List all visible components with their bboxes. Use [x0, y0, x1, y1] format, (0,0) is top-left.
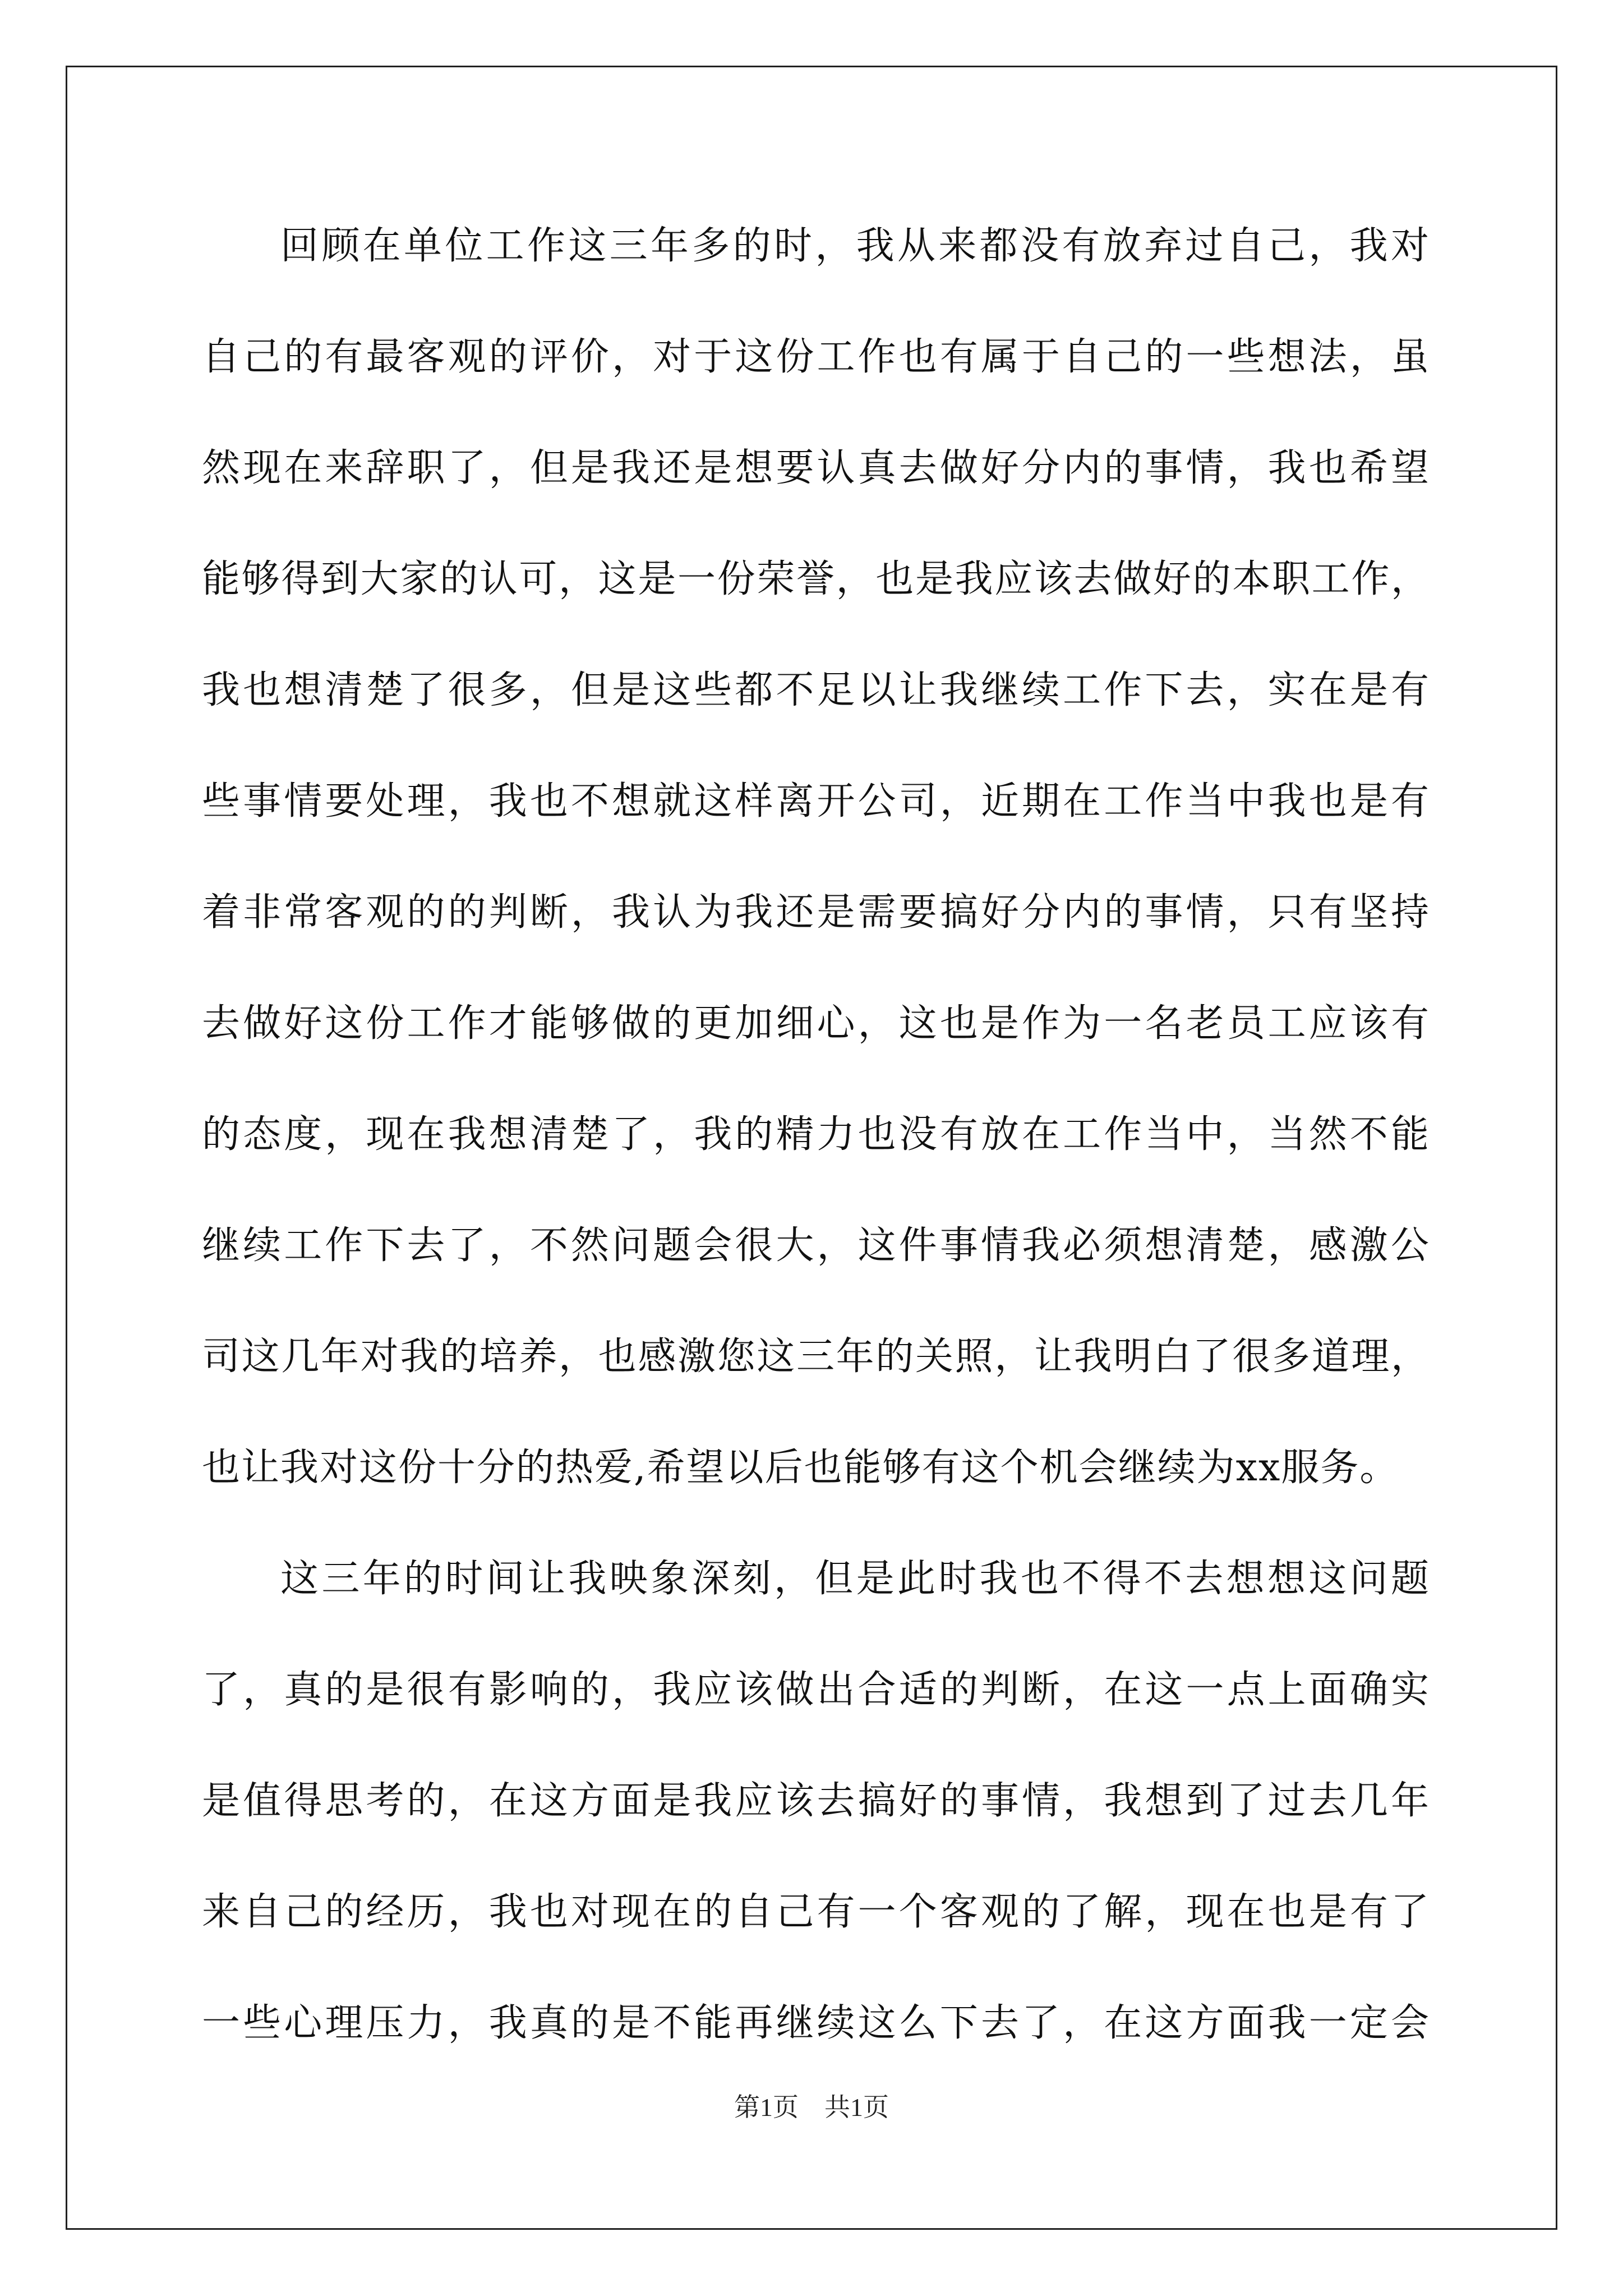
paragraph-1-line-8: 去做好这份工作才能够做的更加细心，这也是作为一名老员工应该有 — [202, 1001, 1430, 1046]
paragraph-1-line-1: 回顾在单位工作这三年多的时，我从来都没有放弃过自己，我对 — [280, 224, 1430, 268]
paragraph-1-line-6: 些事情要处理，我也不想就这样离开公司，近期在工作当中我也是有 — [202, 779, 1430, 823]
paragraph-2-line-3: 是值得思考的，在这方面是我应该去搞好的事情，我想到了过去几年 — [202, 1779, 1430, 1823]
paragraph-1-line-12: 也让我对这份十分的热爱,希望以后也能够有这个机会继续为xx服务。 — [202, 1446, 1399, 1490]
paragraph-1-line-11: 司这几年对我的培养，也感激您这三年的关照，让我明白了很多道理， — [202, 1335, 1430, 1379]
paragraph-2-line-4: 来自己的经历，我也对现在的自己有一个客观的了解，现在也是有了 — [202, 1890, 1430, 1934]
paragraph-2-line-1: 这三年的时间让我映象深刻，但是此时我也不得不去想想这问题 — [280, 1557, 1430, 1601]
document-body — [202, 191, 1430, 2079]
paragraph-1-line-2: 自己的有最客观的评价，对于这份工作也有属于自己的一些想法，虽 — [202, 335, 1430, 379]
paragraph-1-line-3: 然现在来辞职了，但是我还是想要认真去做好分内的事情，我也希望 — [202, 446, 1430, 490]
paragraph-1-line-10: 继续工作下去了，不然问题会很大，这件事情我必须想清楚，感激公 — [202, 1223, 1430, 1268]
page-number-footer: 第1页 共1页 — [734, 2093, 889, 2122]
paragraph-2-line-5: 一些心理压力，我真的是不能再继续这么下去了，在这方面我一定会 — [202, 2001, 1430, 2045]
paragraph-1-line-9: 的态度，现在我想清楚了，我的精力也没有放在工作当中，当然不能 — [202, 1112, 1430, 1157]
paragraph-1-line-5: 我也想清楚了很多，但是这些都不足以让我继续工作下去，实在是有 — [202, 668, 1430, 712]
paragraph-2-line-2: 了，真的是很有影响的，我应该做出合适的判断，在这一点上面确实 — [202, 1668, 1430, 1712]
paragraph-1-line-4: 能够得到大家的认可，这是一份荣誉，也是我应该去做好的本职工作， — [202, 557, 1430, 601]
paragraph-1-line-7: 着非常客观的的判断，我认为我还是需要搞好分内的事情，只有坚持 — [202, 890, 1430, 935]
